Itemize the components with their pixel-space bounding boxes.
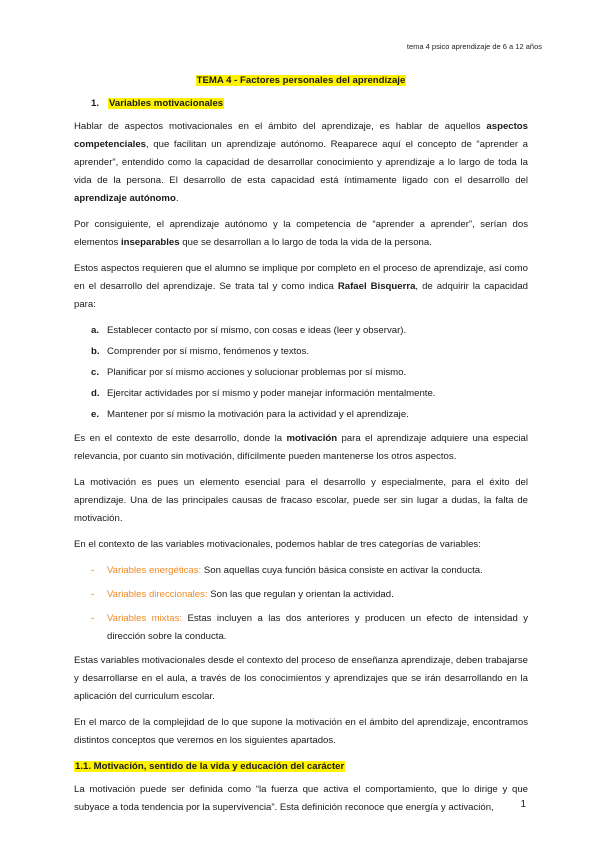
- list-text: Planificar por sí mismo acciones y solucionar problemas por sí mismo.: [107, 367, 407, 378]
- bold-term: Rafael Bisquerra: [337, 281, 416, 292]
- list-item: [74, 562, 528, 580]
- list-dash: -: [91, 565, 95, 576]
- text-run: Por consiguiente, el aprendizaje autónomo y la competencia de “aprender a aprender”, serían dos elementos: [74, 219, 528, 248]
- page-content: [74, 72, 528, 825]
- document-title: TEMA 4 - Factores personales del aprendizaje: [196, 75, 406, 86]
- paragraph-classroom: Estas variables motivacionales desde el contexto del proceso de enseñanza aprendizaje, deben trabajarse y desarrollarse en el aula, a través de los conocimientos y aprendizajes que se irán desarrollando en la aplicación del curriculum escolar.: [74, 655, 528, 702]
- text-run: , de adquirir la capacidad para:: [74, 281, 528, 310]
- title-line: [74, 72, 528, 90]
- text-run: Estas incluyen a las dos anteriores y producen un efecto de intensidad y dirección sobre la conducta.: [107, 613, 528, 642]
- list-label: a.: [91, 325, 100, 336]
- list-item: [74, 610, 528, 646]
- text-run: Son aquellas cuya función básica consiste en activar la conducta.: [201, 565, 483, 576]
- paragraph-motivation-essential: La motivación es pues un elemento esencial para el desarrollo y especialmente, para el éxito del aprendizaje. Una de las principales causas de fracaso escolar, puede ser sin lugar a dudas, la falta de motivación.: [74, 477, 528, 524]
- list-text: [107, 586, 528, 604]
- list-label: d.: [91, 388, 100, 399]
- text-run: que se desarrollan a lo largo de toda la vida de la persona.: [179, 237, 432, 248]
- section-number: 1.: [91, 98, 100, 109]
- paragraph-categories-intro: En el contexto de las variables motivacionales, podemos hablar de tres categorías de variables:: [74, 539, 481, 550]
- list-item: [74, 586, 528, 604]
- category-term: Variables mixtas:: [107, 613, 183, 624]
- paragraph-intro: [74, 118, 528, 208]
- paragraph-motivation-context: [74, 430, 528, 466]
- list-text: Comprender por sí mismo, fenómenos y textos.: [107, 346, 310, 357]
- section-title: Variables motivacionales: [109, 98, 224, 109]
- list-text: Mantener por sí mismo la motivación para la actividad y el aprendizaje.: [107, 409, 409, 420]
- category-term: Variables direccionales:: [107, 589, 208, 600]
- section-heading-1-1: [74, 758, 528, 776]
- paragraph-bisquerra: [74, 260, 528, 314]
- bold-term: aspectos competenciales: [74, 121, 528, 150]
- running-header: tema 4 psico aprendizaje de 6 a 12 años: [406, 42, 542, 51]
- list-dash: -: [91, 613, 95, 624]
- paragraph-consequence: [74, 216, 528, 252]
- capacities-list: [74, 322, 528, 424]
- text-run: para el aprendizaje adquiere una especial relevancia, por cuanto sin motivación, difícilmente pueden mantenerse los otros aspectos.: [74, 433, 528, 462]
- text-run: Son las que regulan y orientan la actividad.: [207, 589, 394, 600]
- list-text: Establecer contacto por sí mismo, con cosas e ideas (leer y observar).: [107, 325, 407, 336]
- category-term: Variables energéticas:: [107, 565, 202, 576]
- list-label: b.: [91, 346, 100, 357]
- page-number: 1: [520, 799, 526, 810]
- text-run: Hablar de aspectos motivacionales en el ámbito del aprendizaje, es hablar de aquellos: [74, 121, 487, 132]
- categories-list: [74, 562, 528, 646]
- bold-term: inseparables: [120, 237, 180, 248]
- list-dash: -: [91, 589, 95, 600]
- list-label: c.: [91, 367, 100, 378]
- paragraph-definition: La motivación puede ser definida como “la fuerza que activa el comportamiento, que lo dirige y que subyace a toda tendencia por la supervivencia”. Esta definición reconoce que energía y activación,: [74, 784, 528, 813]
- list-text: [107, 562, 528, 580]
- list-item: [74, 406, 528, 424]
- bold-term: aprendizaje autónomo: [74, 193, 176, 204]
- text-run: Estos aspectos requieren que el alumno se implique por completo en el proceso de aprendizaje, así como en el desarrollo del aprendizaje. Se trata tal y como indica: [74, 263, 528, 292]
- list-item: [74, 385, 528, 403]
- list-item: [74, 343, 528, 361]
- list-item: [74, 364, 528, 382]
- text-run: Es en el contexto de este desarrollo, donde la: [74, 433, 287, 444]
- text-run: .: [175, 193, 179, 204]
- text-run: , que facilitan un aprendizaje autónomo. Reaparece aquí el concepto de “aprender a aprender”, entendido como la capacidad de desarrollar conocimiento y aprendizaje a lo largo de toda la vida de la persona. El desarrollo de esta capacidad está íntimamente ligado con el desarrollo del: [74, 139, 528, 186]
- list-text: [107, 610, 528, 646]
- paragraph-complexity: En el marco de la complejidad de lo que supone la motivación en el ámbito del aprendizaje, encontramos distintos conceptos que veremos en los siguientes apartados.: [74, 717, 528, 746]
- bold-term: motivación: [286, 433, 338, 444]
- list-item: [74, 322, 528, 340]
- subsection-title: 1.1. Motivación, sentido de la vida y educación del carácter: [75, 761, 345, 772]
- list-text: Ejercitar actividades por sí mismo y poder manejar información mentalmente.: [107, 388, 436, 399]
- list-label: e.: [91, 409, 100, 420]
- section-heading-1: [91, 95, 528, 113]
